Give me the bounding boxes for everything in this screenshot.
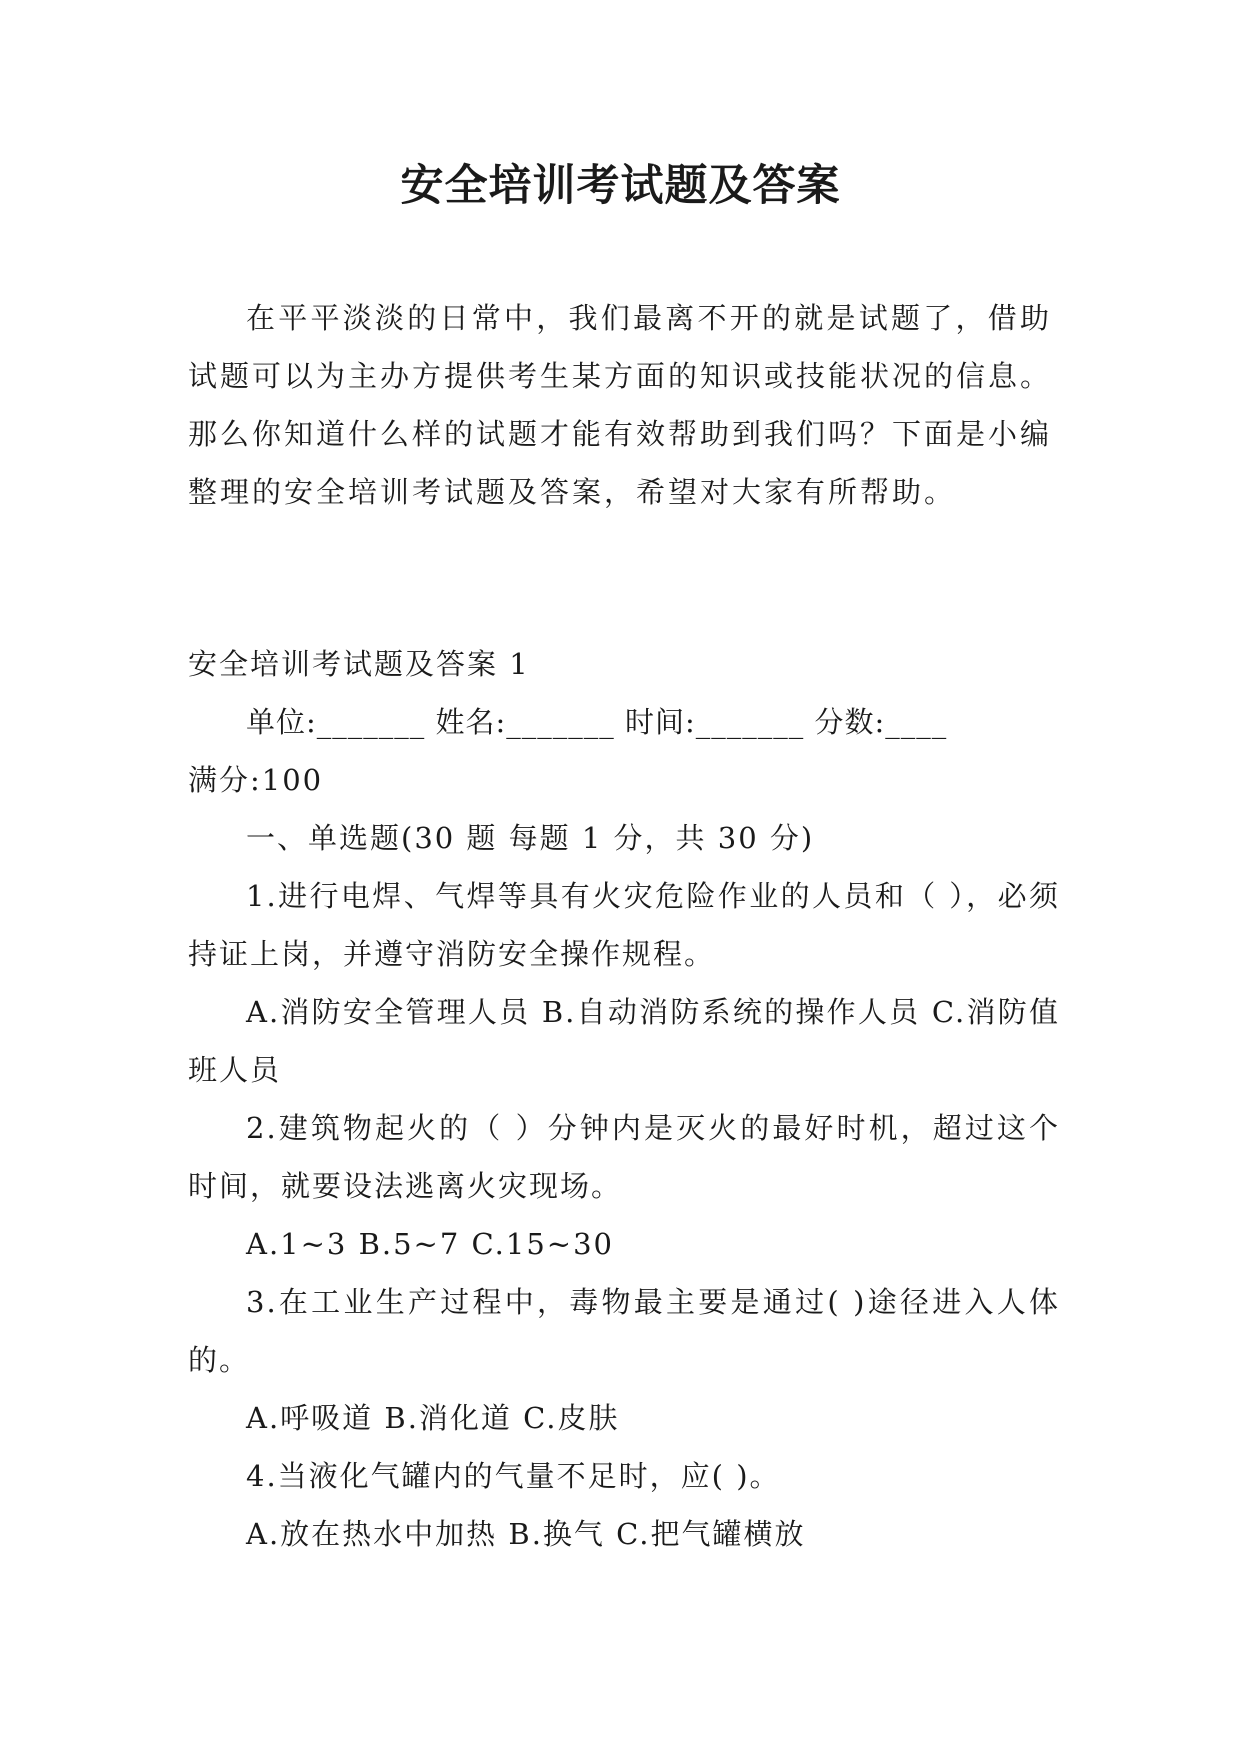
section-title: 安全培训考试题及答案 1 bbox=[188, 647, 530, 681]
document-title: 安全培训考试题及答案 bbox=[400, 161, 841, 211]
question-stem: 4.当液化气罐内的气量不足时，应( )。 bbox=[246, 1459, 781, 1493]
question-stem: 2.建筑物起火的（ ）分钟内是灭火的最好时机，超过这个时间，就要设法逃离火灾现场。 bbox=[188, 1111, 1060, 1203]
part-heading: 一、单选题(30 题 每题 1 分，共 30 分) bbox=[246, 821, 815, 855]
question-options: A.放在热水中加热 B.换气 C.把气罐横放 bbox=[246, 1517, 806, 1551]
question-stem: 3.在工业生产过程中，毒物最主要是通过( )途径进入人体的。 bbox=[188, 1285, 1060, 1377]
full-score: 满分:100 bbox=[188, 763, 324, 797]
question-stem: 1.进行电焊、气焊等具有火灾危险作业的人员和（ ），必须持证上岗，并遵守消防安全操作规程。 bbox=[188, 879, 1060, 971]
question-options: A.呼吸道 B.消化道 C.皮肤 bbox=[246, 1401, 620, 1435]
question-options: A.1~3 B.5~7 C.15~30 bbox=[246, 1227, 615, 1261]
exam-content bbox=[188, 635, 1060, 1563]
exam-info-line: 单位:_______ 姓名:_______ 时间:_______ 分数:____ bbox=[246, 705, 948, 739]
question-options: A.消防安全管理人员 B.自动消防系统的操作人员 C.消防值班人员 bbox=[188, 995, 1060, 1087]
intro-paragraph: 在平平淡淡的日常中，我们最离不开的就是试题了，借助试题可以为主办方提供考生某方面的知识或技能状况的信息。那么你知道什么样的试题才能有效帮助到我们吗？下面是小编整理的安全培训考试题及答案，希望对大家有所帮助。 bbox=[188, 301, 1053, 509]
